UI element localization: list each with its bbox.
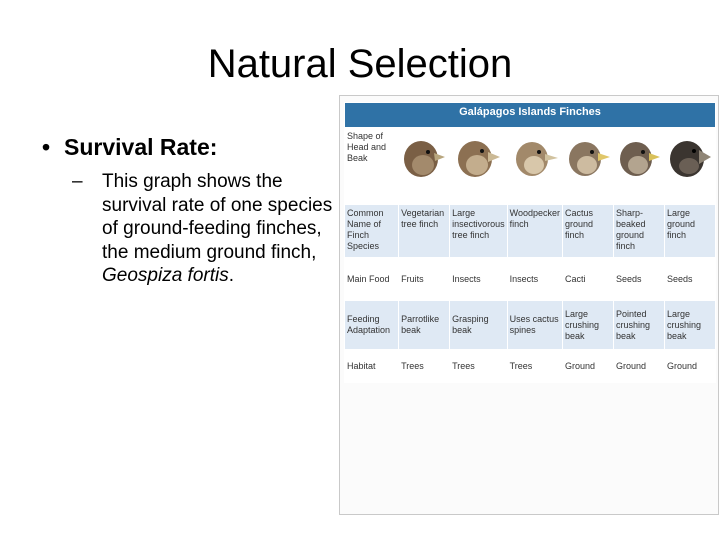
finch-habitat-cell: Ground [563, 350, 614, 383]
table-row-heads [345, 128, 716, 205]
finch-table [344, 102, 716, 383]
row-label-adaptation: Feeding Adaptation [345, 301, 399, 350]
sub-bullet-marker: – [72, 171, 83, 192]
finch-habitat-cell: Trees [507, 350, 562, 383]
row-label-head: Shape of Head and Beak [345, 128, 399, 205]
species-name: Geospiza fortis [102, 265, 229, 286]
finch-food-cell: Seeds [614, 258, 665, 301]
table-row-habitat [345, 350, 716, 383]
finch-name-cell: Woodpecker finch [507, 205, 562, 258]
finch-adaptation-cell: Pointed crushing beak [614, 301, 665, 350]
bullet-marker: • [42, 134, 51, 160]
finch-food-cell: Seeds [665, 258, 716, 301]
row-label-habitat: Habitat [345, 350, 399, 383]
finch-head-icon [399, 128, 450, 205]
finch-adaptation-cell: Large crushing beak [665, 301, 716, 350]
finch-habitat-cell: Trees [399, 350, 450, 383]
sub-bullet-end: . [228, 265, 235, 286]
finch-name-cell: Large ground finch [665, 205, 716, 258]
row-label-name: Common Name of Finch Species [345, 205, 399, 258]
row-label-food: Main Food [345, 258, 399, 301]
table-row-names [345, 205, 716, 258]
finch-head-icon [614, 128, 665, 205]
bullet-survival-rate [42, 134, 217, 161]
finch-table-image [339, 95, 719, 515]
finch-habitat-cell: Trees [450, 350, 508, 383]
finch-food-cell: Insects [450, 258, 508, 301]
sub-bullet-text: This graph shows the survival rate of one species of ground-feeding finches, the medium ground finch, [102, 171, 333, 263]
slide-title: Natural Selection [207, 42, 513, 86]
finch-adaptation-cell: Parrotlike beak [399, 301, 450, 350]
finch-head-icon [507, 128, 562, 205]
finch-adaptation-cell: Uses cactus spines [507, 301, 562, 350]
finch-head-icon [450, 128, 508, 205]
table-row-adaptation [345, 301, 716, 350]
bullet-text: Survival Rate: [64, 134, 218, 160]
table-title: Galápagos Islands Finches [345, 103, 716, 128]
finch-head-icon [665, 128, 716, 205]
finch-food-cell: Fruits [399, 258, 450, 301]
finch-food-cell: Insects [507, 258, 562, 301]
finch-adaptation-cell: Large crushing beak [563, 301, 614, 350]
finch-head-icon [563, 128, 614, 205]
finch-name-cell: Large insectivorous tree finch [450, 205, 508, 258]
finch-adaptation-cell: Grasping beak [450, 301, 508, 350]
finch-name-cell: Sharp-beaked ground finch [614, 205, 665, 258]
finch-habitat-cell: Ground [665, 350, 716, 383]
finch-food-cell: Cacti [563, 258, 614, 301]
table-row-food [345, 258, 716, 301]
finch-name-cell: Cactus ground finch [563, 205, 614, 258]
finch-name-cell: Vegetarian tree finch [399, 205, 450, 258]
finch-habitat-cell: Ground [614, 350, 665, 383]
